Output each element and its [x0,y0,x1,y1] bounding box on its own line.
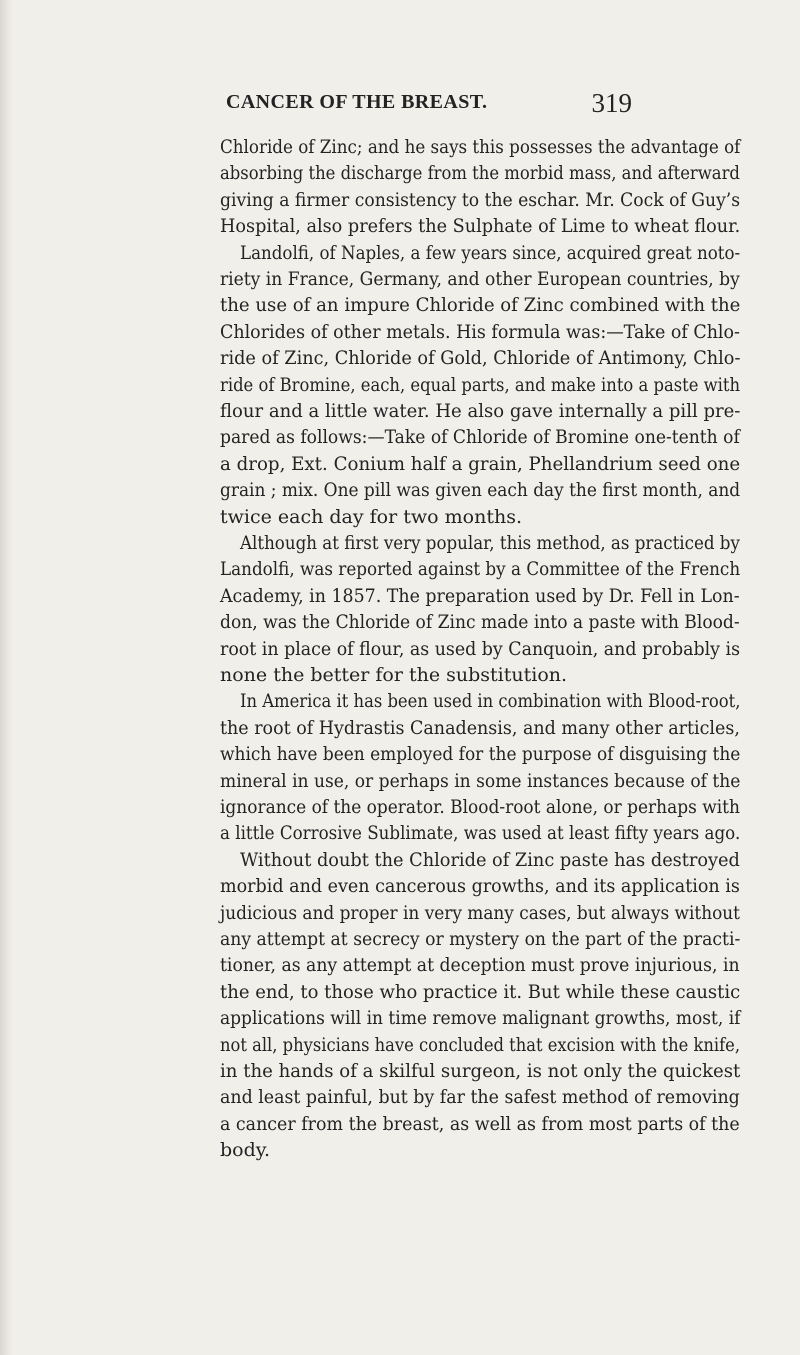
text-line: Chloride of Zinc; and he says this possesses the advantage of [220,136,741,158]
text-line: In America it has been used in combination with Blood-root, [240,690,741,712]
text-line: in the hands of a skilful surgeon, is not only the quickest [220,1060,741,1082]
page-number: 319 [591,88,632,118]
text-line: the use of an impure Chloride of Zinc combined with the [220,294,741,316]
text-line: ride of Zinc, Chloride of Gold, Chloride of Antimony, Chlo- [220,347,741,369]
text-line: Landolfi, of Naples, a few years since, acquired great noto- [240,242,741,264]
text-line: Landolfi, was reported against by a Committee of the French [220,558,741,580]
text-line: not all, physicians have concluded that excision with the knife, [220,1034,741,1056]
text-line: Hospital, also prefers the Sulphate of Lime to wheat flour. [220,215,741,237]
text-line: ignorance of the operator. Blood-root alone, or perhaps with [220,796,740,818]
page-header [226,88,632,120]
text-line: grain ; mix. One pill was given each day the first month, and [220,479,741,501]
text-line: Without doubt the Chloride of Zinc paste has destroyed [240,849,740,871]
text-line: a little Corrosive Sublimate, was used at least fifty years ago. [220,822,741,844]
text-line: absorbing the discharge from the morbid mass, and afterward [220,162,740,184]
text-line: applications will in time remove malignant growths, most, if [220,1007,741,1029]
text-line: none the better for the substitution. [220,664,568,686]
text-line: which have been employed for the purpose of disguising the [220,743,741,765]
text-line: any attempt at secrecy or mystery on the part of the practi- [220,928,741,950]
text-line: twice each day for two months. [220,506,522,528]
page-gutter-shadow [0,0,14,1355]
text-line: Chlorides of other metals. His formula was:—Take of Chlo- [220,321,740,343]
running-title: CANCER OF THE BREAST. [226,91,488,113]
text-line: morbid and even cancerous growths, and its application is [220,875,740,897]
text-line: a drop, Ext. Conium half a grain, Phellandrium seed one [220,453,741,475]
text-line: Although at first very popular, this method, as practiced by [240,532,740,554]
text-line: don, was the Chloride of Zinc made into a paste with Blood- [220,611,740,633]
text-line: Academy, in 1857. The preparation used by Dr. Fell in Lon- [220,585,740,607]
text-line: a cancer from the breast, as well as from most parts of the [220,1113,740,1135]
text-line: pared as follows:—Take of Chloride of Bromine one-tenth of [220,426,740,448]
text-line: riety in France, Germany, and other European countries, by [220,268,740,290]
text-line: judicious and proper in very many cases, but always without [220,902,740,924]
text-line: mineral in use, or perhaps in some instances because of the [220,770,741,792]
text-line: body. [220,1139,271,1161]
text-line: ride of Bromine, each, equal parts, and make into a paste with [220,374,741,396]
text-line: tioner, as any attempt at deception must prove injurious, in [220,954,740,976]
text-line: and least painful, but by far the safest method of removing [220,1086,740,1108]
text-line: flour and a little water. He also gave internally a pill pre- [220,400,741,422]
text-line: root in place of flour, as used by Canquoin, and probably is [220,638,741,660]
text-line: giving a firmer consistency to the eschar. Mr. Cock of Guy’s [220,189,741,211]
text-line: the root of Hydrastis Canadensis, and many other articles, [220,717,740,739]
text-line: the end, to those who practice it. But while these caustic [220,981,741,1003]
